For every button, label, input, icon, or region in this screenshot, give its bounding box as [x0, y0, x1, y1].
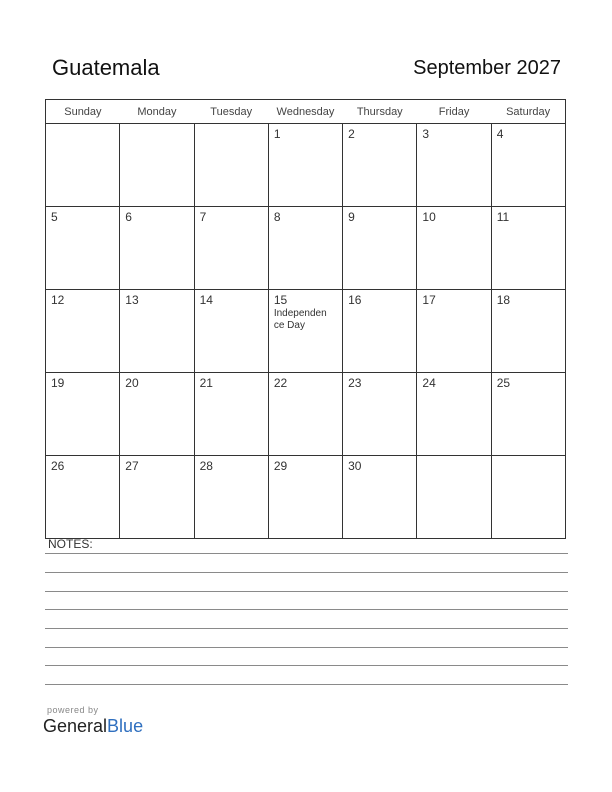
day-cell-12 — [46, 290, 120, 373]
note-line — [45, 553, 568, 554]
day-cell-18 — [491, 290, 565, 373]
empty-day-cell — [491, 456, 565, 539]
note-line — [45, 572, 568, 573]
day-cell-16 — [343, 290, 417, 373]
day-number: 16 — [348, 293, 362, 307]
day-cell-13 — [120, 290, 194, 373]
weekday-wednesday: Wednesday — [268, 100, 342, 124]
day-number: 29 — [273, 459, 288, 473]
day-cell-3 — [417, 124, 491, 207]
empty-day-cell — [46, 124, 120, 207]
day-cell-19 — [46, 373, 120, 456]
day-number: 15 — [273, 293, 288, 307]
day-cell-14 — [194, 290, 268, 373]
month-title: September 2027 — [413, 57, 561, 79]
brand-logo — [43, 716, 143, 737]
week-row — [46, 373, 566, 456]
day-number: 23 — [348, 376, 362, 390]
day-number: 18 — [496, 293, 511, 307]
day-number: 10 — [422, 210, 436, 224]
day-cell-5 — [46, 207, 120, 290]
day-cell-25 — [491, 373, 565, 456]
day-cell-29 — [268, 456, 342, 539]
day-cell-23 — [343, 373, 417, 456]
day-number: 1 — [273, 127, 281, 141]
day-number: 3 — [422, 127, 430, 141]
day-number: 19 — [51, 376, 65, 390]
day-number: 7 — [199, 210, 207, 224]
day-cell-15 — [268, 290, 342, 373]
day-cell-26 — [46, 456, 120, 539]
note-line — [45, 591, 568, 592]
calendar-grid — [45, 99, 566, 539]
day-cell-9 — [343, 207, 417, 290]
note-line — [45, 665, 568, 666]
week-row — [46, 456, 566, 539]
day-cell-17 — [417, 290, 491, 373]
day-cell-7 — [194, 207, 268, 290]
day-cell-22 — [268, 373, 342, 456]
day-number: 22 — [273, 376, 288, 390]
day-cell-24 — [417, 373, 491, 456]
note-line — [45, 684, 568, 685]
weekday-tuesday: Tuesday — [194, 100, 268, 124]
day-cell-2 — [343, 124, 417, 207]
day-number: 12 — [51, 293, 65, 307]
weekday-friday: Friday — [417, 100, 491, 124]
week-row — [46, 207, 566, 290]
day-number: 4 — [496, 127, 504, 141]
holiday-label: Independen ce Day — [273, 308, 327, 331]
day-cell-30 — [343, 456, 417, 539]
day-number: 30 — [348, 459, 362, 473]
empty-day-cell — [417, 456, 491, 539]
day-number: 24 — [422, 376, 436, 390]
brand-blue: Blue — [107, 716, 144, 736]
day-number: 5 — [51, 210, 58, 224]
day-cell-20 — [120, 373, 194, 456]
day-number: 9 — [348, 210, 355, 224]
weekday-monday: Monday — [120, 100, 194, 124]
notes-label: NOTES: — [48, 537, 93, 551]
day-number: 25 — [496, 376, 511, 390]
weekday-thursday: Thursday — [343, 100, 417, 124]
day-number: 6 — [125, 210, 132, 224]
day-number: 8 — [273, 210, 281, 224]
weekday-sunday: Sunday — [46, 100, 120, 124]
note-line — [45, 647, 568, 648]
day-cell-11 — [491, 207, 565, 290]
day-cell-21 — [194, 373, 268, 456]
country-title: Guatemala — [52, 55, 160, 80]
day-number: 11 — [496, 210, 510, 224]
week-row — [46, 124, 566, 207]
day-number: 28 — [199, 459, 213, 473]
day-number: 27 — [125, 459, 139, 473]
day-number: 26 — [51, 459, 65, 473]
powered-by-text: powered by — [47, 705, 99, 715]
day-number: 14 — [199, 293, 213, 307]
day-number: 20 — [125, 376, 139, 390]
day-cell-10 — [417, 207, 491, 290]
day-cell-8 — [268, 207, 342, 290]
empty-day-cell — [120, 124, 194, 207]
note-line — [45, 628, 568, 629]
weekday-saturday: Saturday — [491, 100, 565, 124]
day-number: 13 — [125, 293, 139, 307]
weekday-header-row — [46, 100, 566, 124]
week-row — [46, 290, 566, 373]
day-number: 2 — [348, 127, 355, 141]
day-cell-6 — [120, 207, 194, 290]
empty-day-cell — [194, 124, 268, 207]
note-line — [45, 609, 568, 610]
day-cell-27 — [120, 456, 194, 539]
day-cell-1 — [268, 124, 342, 207]
day-number: 17 — [422, 293, 436, 307]
day-cell-4 — [491, 124, 565, 207]
day-number: 21 — [199, 376, 213, 390]
day-cell-28 — [194, 456, 268, 539]
brand-general: General — [43, 716, 108, 736]
